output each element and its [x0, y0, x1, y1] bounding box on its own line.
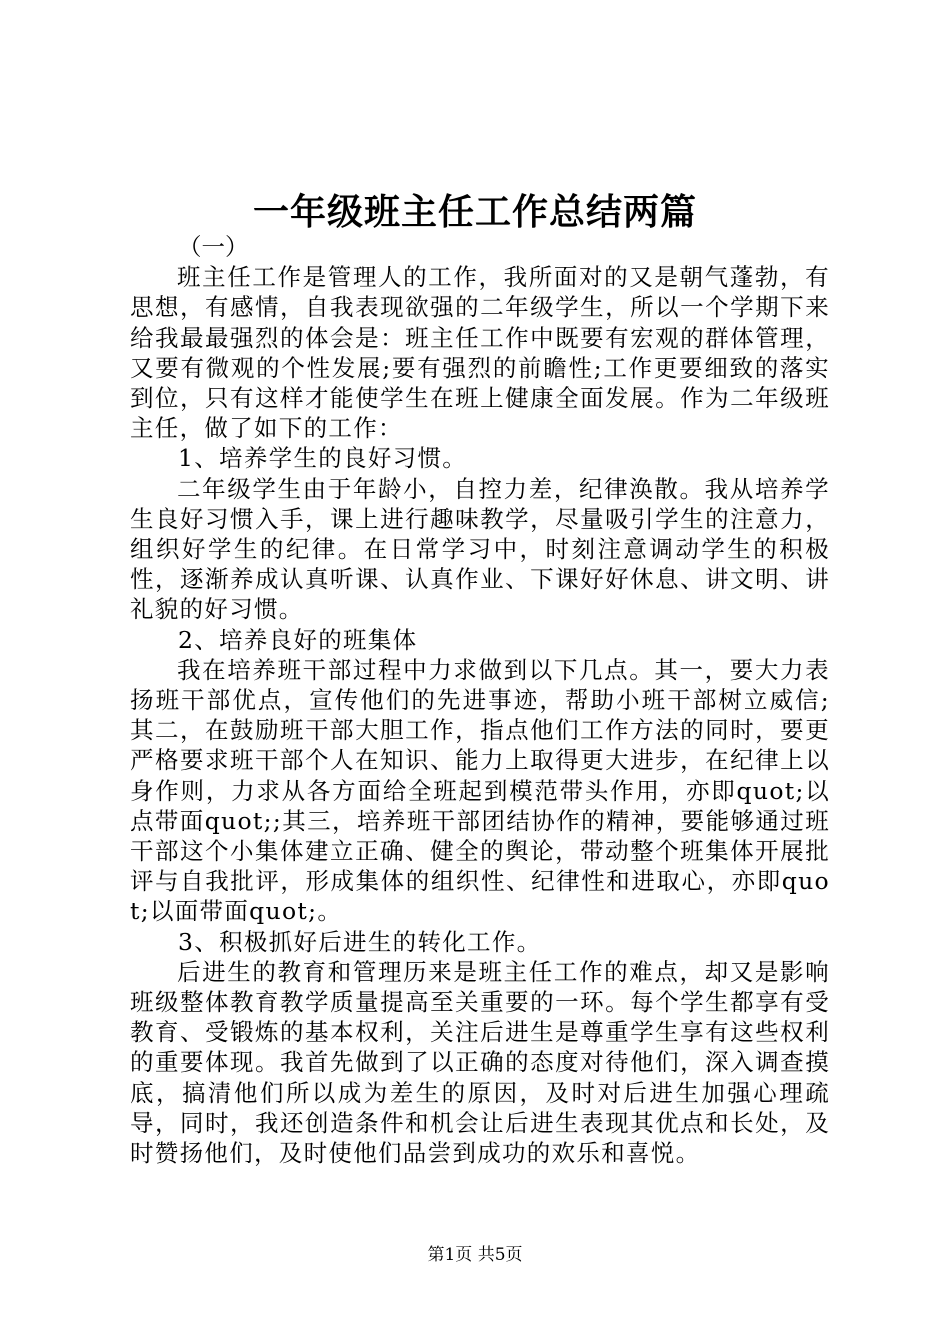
section-heading-1: 1、培养学生的良好习惯。 [178, 444, 468, 473]
intro-paragraph: 班主任工作是管理人的工作，我所面对的又是朝气蓬勃，有思想，有感情，自我表现欲强的二年级学生，所以一个学期下来给我最最强烈的体会是：班主任工作中既要有宏观的群体管理，又要有微观的个性发展;要有强烈的前瞻性;工作更要细致的落实到位，只有这样才能使学生在班上健康全面发展。作为二年级班主任，做了如下的工作： [130, 263, 830, 443]
section-heading-3: 3、积极抓好后进生的转化工作。 [178, 927, 542, 956]
page-footer: 第1页 共5页 [427, 1245, 523, 1265]
document-body [130, 232, 830, 1168]
section-paragraph-1: 二年级学生由于年龄小，自控力差，纪律涣散。我从培养学生良好习惯入手，课上进行趣味教学，尽量吸引学生的注意力，组织好学生的纪律。在日常学习中，时刻注意调动学生的积极性，逐渐养成认真听课、认真作业、下课好好休息、讲文明、讲礼貌的好习惯。 [130, 474, 830, 624]
section-heading-2: 2、培养良好的班集体 [178, 625, 418, 654]
section-paragraph-2: 我在培养班干部过程中力求做到以下几点。其一，要大力表扬班干部优点，宣传他们的先进事迹，帮助小班干部树立威信;其二，在鼓励班干部大胆工作，指点他们工作方法的同时，要更严格要求班干部个人在知识、能力上取得更大进步，在纪律上以身作则，力求从各方面给全班起到模范带头作用，亦即quot;以点带面quot;;其三，培养班干部团结协作的精神，要能够通过班干部这个小集体建立正确、健全的舆论，带动整个班集体开展批评与自我批评，形成集体的组织性、纪律性和进取心，亦即quot;以面带面quot;。 [130, 655, 830, 926]
section-label: （一） [178, 233, 249, 261]
document-title: 一年级班主任工作总结两篇 [252, 191, 697, 233]
section-paragraph-3: 后进生的教育和管理历来是班主任工作的难点，却又是影响班级整体教育教学质量提高至关重要的一环。每个学生都享有受教育、受锻炼的基本权利，关注后进生是尊重学生享有这些权利的重要体现。我首先做到了以正确的态度对待他们，深入调查摸底，搞清他们所以成为差生的原因，及时对后进生加强心理疏导，同时，我还创造条件和机会让后进生表现其优点和长处，及时赞扬他们，及时使他们品尝到成功的欢乐和喜悦。 [130, 957, 830, 1168]
